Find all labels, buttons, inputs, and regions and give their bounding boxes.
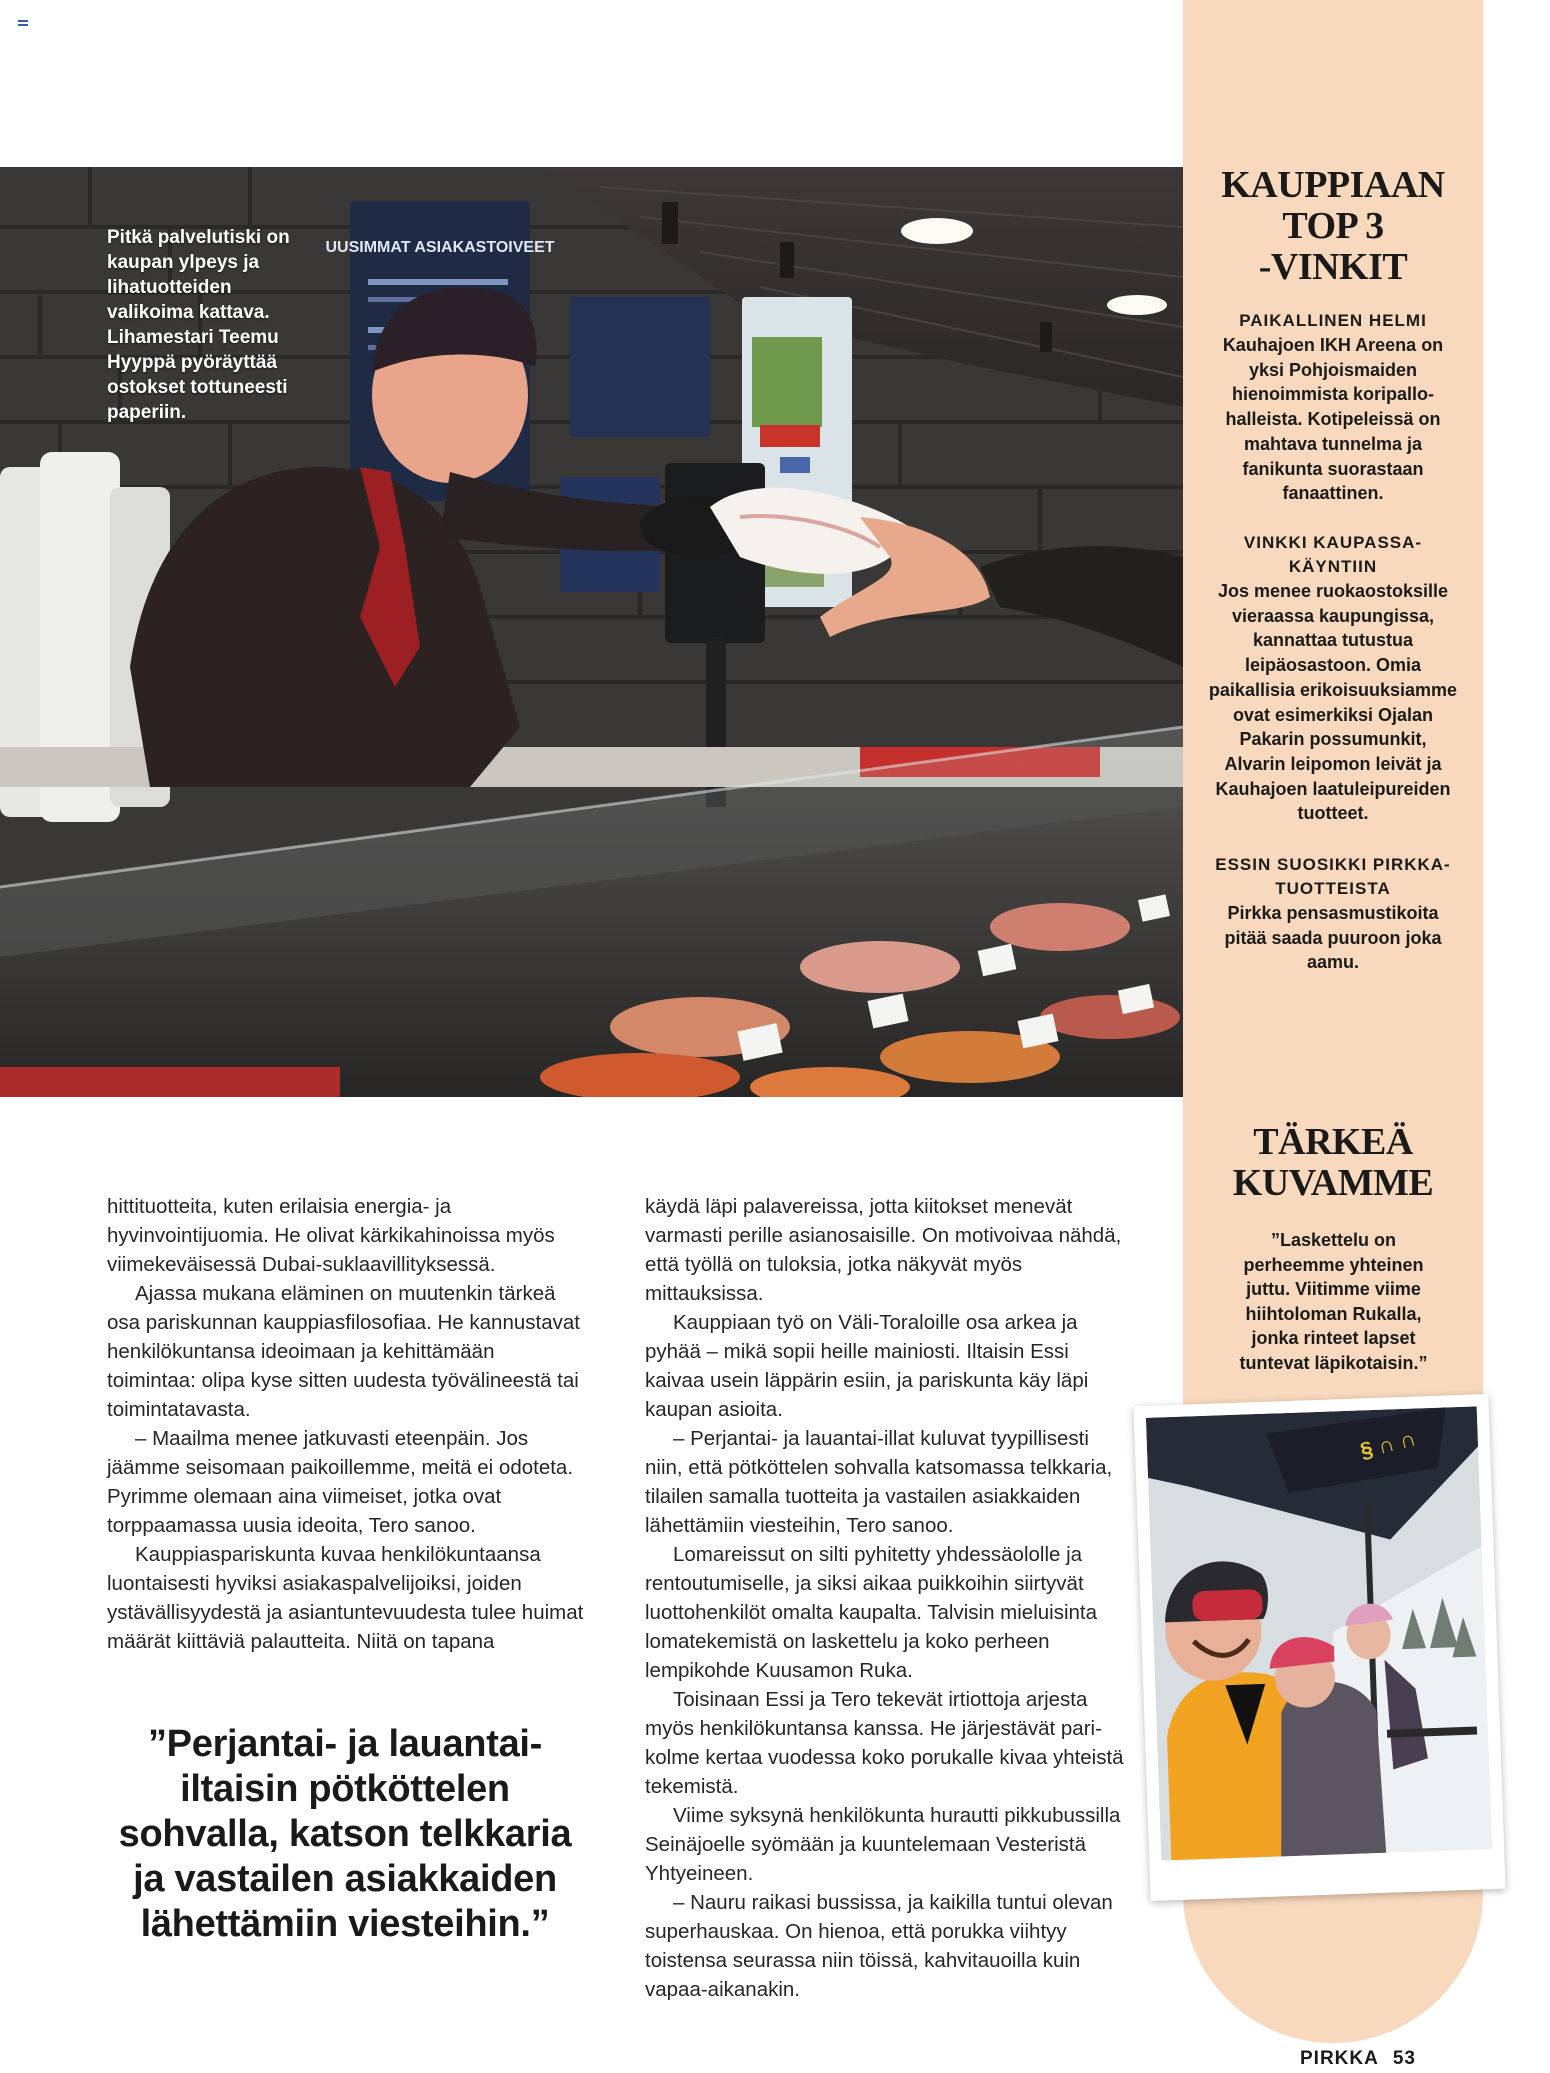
paragraph: Kauppiaspariskunta kuvaa henkilökuntaansa luontaisesti hyviksi asiakaspalvelijoiksi, joiden ystävällisyydestä ja asiantuntevuudesta tulee huimat määrät kiittäviä palautteita. Niitä on tapana bbox=[107, 1543, 584, 1653]
tip-heading: VINKKI KAUPASSA-KÄYNTIIN bbox=[1243, 533, 1423, 576]
family-photo-quote: ”Laskettelu on perheemme yhteinen juttu. Viitimme viime hiihtoloman Rukalla, jonka rinteet lapset tuntevat läpikotaisin.” bbox=[1239, 1230, 1428, 1373]
photo-caption: Pitkä palvelutiski on kaupan ylpeys ja lihatuotteiden valikoima kattava. Lihamestari Teemu Hyyppä pyöräyttää ostokset tottuneesti paperiin. bbox=[107, 227, 290, 423]
page-footer bbox=[1300, 2048, 1416, 2070]
screen-title: UUSIMMAT ASIAKASTOIVEET bbox=[325, 239, 555, 256]
photo-title-line-1: TÄRKEÄ bbox=[1253, 1121, 1413, 1163]
article-column-2 bbox=[645, 1192, 1131, 2004]
paragraph: Toisinaan Essi ja Tero tekevät irtiottoja arjesta myös henkilökuntansa kanssa. He järjestävät pari-kolme kertaa vuodessa koko porukalle kivaa yhteistä tekemistä. bbox=[645, 1688, 1124, 1798]
tip-shopping bbox=[1207, 531, 1459, 826]
lift-sign: § ∩ ∩ bbox=[1357, 1425, 1419, 1464]
paragraph: käydä läpi palavereissa, jotta kiitokset menevät varmasti perille asianosaisille. On motivoivaa nähdä, että työllä on tuloksia, jotka näkyvät myös mittauksissa. bbox=[645, 1195, 1122, 1305]
tip-heading: ESSIN SUOSIKKI PIRKKA-TUOTTEISTA bbox=[1215, 855, 1451, 898]
family-ski-photo bbox=[1133, 1394, 1505, 1901]
menu-icon[interactable] bbox=[18, 20, 28, 28]
tip-favourite-product bbox=[1213, 853, 1453, 975]
tip-text: Jos menee ruokaostoksille vieraassa kaupungissa, kannattaa tutustua leipäosastoon. Omia paikallisia erikoisuuksiamme ovat esimerkiksi Ojalan Pakarin possumunkit, Alvarin leipomon leivät ja Kauhajoen laatuleipureiden tuotteet. bbox=[1208, 581, 1458, 824]
sidebar-title-line-1: KAUPPIAAN bbox=[1221, 164, 1445, 206]
photo-title-line-2: KUVAMME bbox=[1232, 1162, 1434, 1204]
tip-local-gem bbox=[1213, 309, 1453, 506]
page-number: 53 bbox=[1392, 2048, 1416, 2069]
paragraph: Ajassa mukana eläminen on muutenkin tärkeä osa pariskunnan kauppiasfilosofiaa. He kannustavat henkilökuntansa ideoimaan ja kehittämään toimintaa: olipa kyse sitten uudesta työvälineestä tai toimintatavasta. bbox=[107, 1282, 580, 1421]
magazine-name: PIRKKA bbox=[1300, 2048, 1379, 2069]
paragraph: – Nauru raikasi bussissa, ja kaikilla tuntui olevan superhauskaa. On hienoa, että porukka viihtyy toistensa seurassa niin töissä, kahvitauoilla kuin vapaa-aikanakin. bbox=[645, 1891, 1113, 2001]
paragraph: Kauppiaan työ on Väli-Toraloille osa arkea ja pyhää – mikä sopii heille mainiosti. Iltaisin Essi kaivaa usein läppärin esiin, ja pariskunta käy läpi kaupan asioita. bbox=[645, 1311, 1089, 1421]
sidebar-title-line-3: -VINKIT bbox=[1258, 246, 1408, 288]
paragraph: – Maailma menee jatkuvasti eteenpäin. Jos jäämme seisomaan paikoillemme, meitä ei odoteta. Pyrimme olemaan aina viimeiset, jotka ovat torppaamassa uusia ideoita, Tero sanoo. bbox=[107, 1427, 574, 1537]
tip-text: Pirkka pensasmustikoita pitää saada puuroon joka aamu. bbox=[1224, 903, 1442, 973]
paragraph: hittituotteita, kuten erilaisia energia- ja hyvinvointijuomia. He olivat kärkikahinoissa myös viimekeväisessä Dubai-suklaavillityksessä. bbox=[107, 1195, 555, 1276]
sidebar-title-line-2: TOP 3 bbox=[1282, 205, 1384, 247]
paragraph: – Perjantai- ja lauantai-illat kuluvat tyypillisesti niin, että pötköttelen sohvalla katsomassa telkkaria, tilailen samalla tuotteita ja vastailen asiakkaiden lähettämiin viesteihin, Tero sanoo. bbox=[645, 1427, 1113, 1537]
paragraph: Lomareissut on silti pyhitetty yhdessäololle ja rentoutumiselle, ja siksi aikaa puikkoihin siirtyvät luottohenkilöt omalta kaupalta. Talvisin mieluisinta lomatekemistä on laskettelu ja koko perheen lempikohde Kuusamon Ruka. bbox=[645, 1543, 1098, 1682]
article-column-1 bbox=[107, 1192, 589, 1656]
paragraph: Viime syksynä henkilökunta hurautti pikkubussilla Seinäjoelle syömään ja kuuntelemaan Vesteristä Yhtyeineen. bbox=[645, 1804, 1121, 1885]
ski-lift-illustration bbox=[1146, 1406, 1492, 1860]
pull-quote: ”Perjantai- ja lauantai-iltaisin pötköttelen sohvalla, katson telkkaria ja vastailen asiakkaiden lähettämiin viesteihin.” bbox=[118, 1723, 572, 1945]
tip-text: Kauhajoen IKH Areena on yksi Pohjoismaiden hienoimmista koripallo-halleista. Kotipeleissä on mahtava tunnelma ja fanikunta suorastaan fanaattinen. bbox=[1222, 335, 1444, 504]
tip-heading: PAIKALLINEN HELMI bbox=[1239, 311, 1427, 330]
butcher-counter-photo bbox=[0, 167, 1183, 1097]
